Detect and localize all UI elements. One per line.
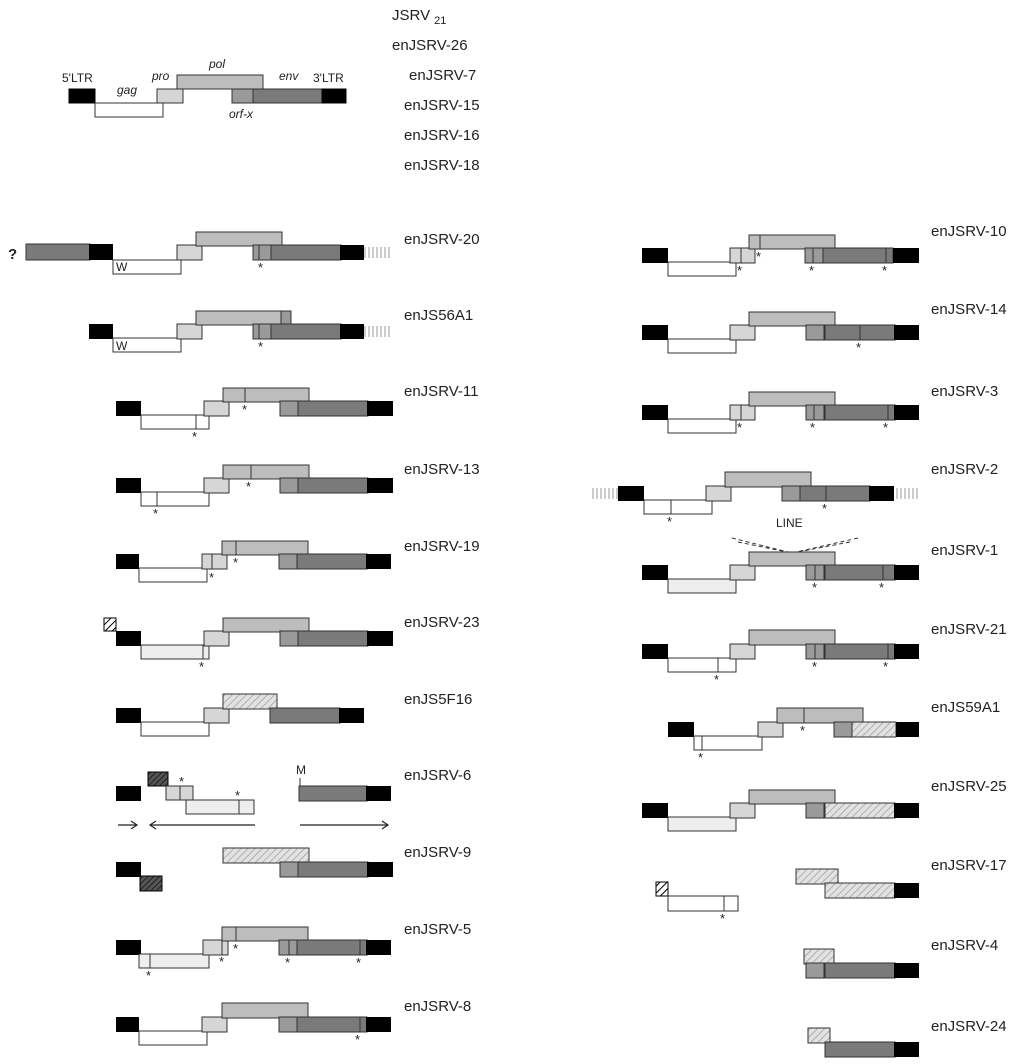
- gene-segment: [642, 803, 668, 818]
- ref-pol: [177, 75, 263, 89]
- gene-segment: [297, 940, 367, 955]
- gene-segment: [280, 478, 298, 493]
- gene-segment: [298, 631, 368, 646]
- segment-marker-line: [792, 538, 858, 553]
- pol-label: pol: [209, 57, 226, 71]
- label-enjsrv-19: enJSRV-19: [404, 538, 480, 555]
- w-mark-2: W: [116, 339, 128, 353]
- gene-segment: [140, 876, 162, 891]
- structure-enjsrv-19: [116, 541, 391, 585]
- gene-segment: [116, 1017, 139, 1032]
- gene-segment: [749, 312, 835, 326]
- gene-segment: [367, 631, 393, 646]
- mutation-star-marker: *: [856, 340, 862, 355]
- gene-segment: [777, 708, 863, 723]
- gene-segment: [805, 248, 823, 263]
- mutation-star-marker: *: [246, 479, 252, 494]
- gene-segment: [804, 949, 834, 964]
- gene-segment: [299, 786, 367, 801]
- mutation-star-marker: *: [356, 955, 362, 970]
- mutation-star-marker: *: [714, 672, 720, 687]
- jsrv-label: JSRV $_{21}$: [392, 7, 447, 27]
- gene-segment: [668, 262, 736, 276]
- gene-segment: [271, 245, 341, 260]
- label-enjsrv-9: enJSRV-9: [404, 844, 472, 861]
- gene-segment: [297, 1017, 367, 1032]
- gene-segment: [366, 1017, 391, 1032]
- label-enjsrv-8: enJSRV-8: [404, 998, 472, 1015]
- mutation-star-marker: *: [199, 659, 205, 674]
- structure-enjsrv-11: [116, 388, 393, 444]
- mutation-star-marker: *: [737, 420, 743, 435]
- question-mark: ?: [8, 246, 18, 263]
- label-enjsrv-5: enJSRV-5: [404, 921, 472, 938]
- mutation-star-marker: *: [737, 263, 743, 278]
- gene-segment: [825, 405, 895, 420]
- gene-segment: [730, 803, 755, 818]
- mutation-star-marker: *: [883, 659, 889, 674]
- gene-segment: [177, 245, 202, 260]
- gene-segment: [223, 618, 309, 632]
- gene-segment: [749, 392, 835, 406]
- label-enjsrv-21: enJSRV-21: [931, 621, 1007, 638]
- gene-segment: [340, 324, 364, 339]
- ref-ltr3: [322, 89, 346, 103]
- gene-segment: [706, 486, 731, 501]
- gene-segment: [271, 324, 341, 339]
- gene-segment: [116, 786, 141, 801]
- gene-segment: [222, 1003, 308, 1018]
- structure-enjsrv-6: [116, 763, 391, 829]
- gene-segment: [668, 817, 736, 831]
- gene-segment: [202, 1017, 227, 1032]
- gene-segment: [223, 388, 309, 402]
- gene-segment: [894, 883, 919, 898]
- gene-segment: [642, 248, 668, 263]
- segment-marker-line: [792, 542, 850, 553]
- gene-segment: [730, 325, 755, 340]
- label-enjsrv-6: enJSRV-6: [404, 767, 472, 784]
- gene-segment: [894, 1042, 919, 1057]
- label-enjsrv-3: enJSRV-3: [931, 383, 999, 400]
- gene-segment: [204, 478, 229, 493]
- gene-segment: [642, 405, 668, 420]
- mutation-star-marker: *: [153, 506, 159, 521]
- label-enjsrv-23: enJSRV-23: [404, 614, 480, 631]
- gene-segment: [730, 565, 755, 580]
- gene-segment: [223, 465, 309, 479]
- label-enjsrv-25: enJSRV-25: [931, 778, 1007, 795]
- gene-segment: [148, 772, 168, 786]
- mutation-star-marker: *: [810, 420, 816, 435]
- ref-pro: [157, 89, 183, 103]
- gene-segment: [618, 486, 644, 501]
- label-enjs5f16: enJS5F16: [404, 691, 473, 708]
- gene-segment: [89, 324, 113, 339]
- gene-segment: [749, 630, 835, 645]
- label-enjsrv-17: enJSRV-17: [931, 857, 1007, 874]
- structure-enjsrv-1: [642, 516, 919, 595]
- gene-segment: [204, 708, 229, 723]
- gene-segment: [298, 401, 368, 416]
- gene-segment: [298, 478, 368, 493]
- structure-enjsrv-9: [116, 848, 393, 891]
- pro-label: pro: [152, 69, 170, 83]
- mutation-star-marker: *: [809, 263, 815, 278]
- mutation-star-marker: *: [883, 420, 889, 435]
- gene-segment: [823, 248, 893, 263]
- gene-segment: [204, 401, 229, 416]
- mutation-star-marker: *: [822, 501, 828, 516]
- gene-segment: [668, 419, 736, 433]
- label-enjsrv-2: enJSRV-2: [931, 461, 999, 478]
- gene-segment: [116, 401, 141, 416]
- gene-segment: [808, 1028, 830, 1043]
- gene-segment: [896, 722, 919, 737]
- gene-segment: [642, 644, 668, 659]
- label-enjsrv-4: enJSRV-4: [931, 937, 999, 954]
- mutation-star-marker: *: [355, 1032, 361, 1047]
- gene-segment: [694, 736, 762, 750]
- structure-enjsrv-3: [642, 392, 919, 435]
- gene-segment: [800, 486, 870, 501]
- ref-ltr5: [69, 89, 95, 103]
- mutation-star-marker: *: [258, 260, 264, 275]
- gene-segment: [668, 896, 738, 911]
- gene-segment: [298, 862, 368, 877]
- gene-segment: [894, 803, 919, 818]
- mutation-star-marker: *: [258, 339, 264, 354]
- gene-segment: [894, 644, 919, 659]
- ref-label-enjsrv-26: enJSRV-26: [392, 37, 468, 54]
- mutation-star-marker: *: [242, 402, 248, 417]
- gene-segment: [279, 940, 297, 955]
- structure-enjsrv-25: [642, 790, 919, 831]
- gene-segment: [139, 568, 207, 582]
- gene-segment: [834, 722, 852, 737]
- gene-segment: [825, 883, 895, 898]
- gene-segment: [116, 631, 141, 646]
- gene-segment: [730, 644, 755, 659]
- gene-segment: [223, 848, 309, 863]
- gene-segment: [280, 401, 298, 416]
- ref-label-enjsrv-16: enJSRV-16: [404, 127, 480, 144]
- ref-env: [253, 89, 323, 103]
- label-enjs56a1: enJS56A1: [404, 307, 474, 324]
- gene-segment: [270, 708, 340, 723]
- gene-segment: [367, 401, 393, 416]
- mutation-star-marker: *: [235, 788, 241, 803]
- gene-segment: [656, 882, 668, 896]
- gene-segment: [825, 803, 895, 818]
- mutation-star-marker: *: [219, 954, 225, 969]
- label-enjsrv-1: enJSRV-1: [931, 542, 999, 559]
- label-enjsrv-13: enJSRV-13: [404, 461, 480, 478]
- label-enjsrv-10: enJSRV-10: [931, 223, 1007, 240]
- label-enjsrv-14: enJSRV-14: [931, 301, 1007, 318]
- structure-enjsrv-17: [656, 869, 919, 926]
- label-enjsrv-11: enJSRV-11: [404, 383, 479, 400]
- gene-segment: [340, 245, 364, 260]
- gene-segment: [642, 565, 668, 580]
- right-column-labels: [931, 223, 1007, 1035]
- gene-segment: [280, 862, 298, 877]
- line-insert-label: LINE: [776, 516, 803, 530]
- env-label: env: [279, 69, 299, 83]
- gene-segment: [116, 554, 139, 569]
- gag-label: gag: [117, 83, 138, 97]
- ltr5-label: 5'LTR: [62, 71, 93, 85]
- gene-segment: [281, 311, 291, 325]
- orfx-label: orf-x: [229, 107, 253, 121]
- gene-segment: [203, 940, 228, 955]
- structure-enjsrv-5: [116, 927, 391, 983]
- gene-segment: [825, 963, 895, 978]
- gene-segment: [825, 644, 895, 659]
- gene-segment: [749, 235, 835, 249]
- mutation-star-marker: *: [285, 955, 291, 970]
- gene-segment: [894, 488, 920, 499]
- label-enjsrv-20: enJSRV-20: [404, 231, 480, 248]
- gene-segment: [893, 248, 919, 263]
- mutation-star-marker: *: [233, 555, 239, 570]
- gene-segment: [367, 862, 393, 877]
- segment-marker-line: [738, 542, 792, 553]
- gene-segment: [141, 645, 209, 659]
- gene-segment: [253, 324, 271, 339]
- gene-segment: [253, 245, 271, 260]
- gene-segment: [280, 631, 298, 646]
- gene-segment: [644, 500, 712, 514]
- structure-enjsrv-20: [8, 232, 390, 275]
- gene-segment: [749, 790, 835, 804]
- mutation-star-marker: *: [192, 429, 198, 444]
- gene-segment: [116, 940, 141, 955]
- mutation-star-marker: *: [146, 968, 152, 983]
- m-mark: M: [296, 763, 306, 777]
- gene-segment: [279, 1017, 297, 1032]
- mutation-star-marker: *: [812, 659, 818, 674]
- gene-segment: [758, 722, 783, 737]
- gene-segment: [668, 339, 736, 353]
- structure-enjsrv-14: [642, 312, 919, 355]
- ltr3-label: 3'LTR: [313, 71, 344, 85]
- structure-enjsrv-21: [642, 630, 919, 687]
- gene-segment: [139, 1031, 207, 1045]
- gene-segment: [116, 478, 141, 493]
- gene-segment: [592, 488, 618, 499]
- reference-genome: [62, 7, 480, 174]
- structure-enjsrv-13: [116, 465, 393, 521]
- mutation-star-marker: *: [698, 750, 704, 765]
- gene-segment: [869, 486, 894, 501]
- mutation-star-marker: *: [879, 580, 885, 595]
- gene-segment: [204, 631, 229, 646]
- structure-enjsrv-24: [808, 1028, 919, 1057]
- ref-label-enjsrv-15: enJSRV-15: [404, 97, 480, 114]
- structure-enjs59a1: [668, 708, 919, 765]
- gene-segment: [177, 324, 202, 339]
- gene-segment: [852, 722, 896, 737]
- gene-segment: [141, 492, 209, 506]
- gene-segment: [141, 415, 209, 429]
- gene-segment: [825, 565, 895, 580]
- gene-segment: [104, 618, 116, 631]
- structure-enjsrv-23: [104, 618, 393, 674]
- gene-segment: [339, 708, 364, 723]
- mutation-star-marker: *: [720, 911, 726, 926]
- gene-segment: [297, 554, 367, 569]
- structure-enjsrv-10: [642, 235, 919, 278]
- mutation-star-marker: *: [800, 723, 806, 738]
- gene-segment: [668, 658, 736, 672]
- gene-segment: [196, 232, 282, 246]
- gene-segment: [642, 325, 668, 340]
- gene-segment: [26, 244, 90, 260]
- gene-segment: [796, 869, 838, 884]
- gene-segment: [222, 927, 308, 941]
- mutation-star-marker: *: [209, 570, 215, 585]
- gene-segment: [806, 325, 824, 340]
- gene-segment: [196, 311, 282, 325]
- gene-segment: [749, 552, 835, 566]
- gene-segment: [730, 248, 755, 263]
- label-enjsrv-24: enJSRV-24: [931, 1018, 1007, 1035]
- mutation-star-marker: *: [233, 941, 239, 956]
- gene-segment: [668, 722, 694, 737]
- mutation-star-marker: *: [756, 249, 762, 264]
- gene-segment: [730, 405, 755, 420]
- structure-enjsrv-2: [592, 472, 920, 529]
- gene-segment: [367, 478, 393, 493]
- w-mark: W: [116, 260, 128, 274]
- ref-orfx: [232, 89, 253, 103]
- gene-segment: [366, 940, 391, 955]
- structure-enjs56a1: [89, 311, 390, 354]
- left-column-labels: [404, 231, 480, 1015]
- mutation-star-marker: *: [812, 580, 818, 595]
- gene-segment: [116, 708, 141, 723]
- gene-segment: [202, 554, 227, 569]
- gene-segment: [223, 694, 277, 709]
- structure-enjs5f16: [116, 694, 364, 736]
- ref-gag: [95, 103, 163, 117]
- gene-segment: [806, 963, 824, 978]
- label-enjs59a1: enJS59A1: [931, 699, 1001, 716]
- gene-segment: [668, 579, 736, 593]
- gene-segment: [279, 554, 297, 569]
- gene-segment: [186, 800, 254, 814]
- gene-segment: [894, 325, 919, 340]
- gene-segment: [894, 565, 919, 580]
- ref-label-enjsrv-7: enJSRV-7: [409, 67, 477, 84]
- gene-segment: [89, 244, 113, 260]
- mutation-star-marker: *: [882, 263, 888, 278]
- gene-segment: [894, 405, 919, 420]
- ref-label-enjsrv-18: enJSRV-18: [404, 157, 480, 174]
- gene-segment: [782, 486, 800, 501]
- mutation-star-marker: *: [179, 774, 185, 789]
- gene-segment: [366, 554, 391, 569]
- gene-segment: [366, 786, 391, 801]
- gene-segment: [825, 1042, 895, 1057]
- structure-enjsrv-8: [116, 1003, 391, 1047]
- gene-segment: [364, 247, 390, 258]
- gene-segment: [116, 862, 141, 877]
- gene-segment: [806, 803, 824, 818]
- gene-segment: [806, 405, 824, 420]
- gene-segment: [222, 541, 308, 555]
- gene-segment: [141, 722, 209, 736]
- structure-enjsrv-4: [804, 949, 919, 978]
- mutation-star-marker: *: [667, 514, 673, 529]
- gene-segment: [894, 963, 919, 978]
- gene-segment: [364, 326, 390, 337]
- gene-segment: [725, 472, 811, 487]
